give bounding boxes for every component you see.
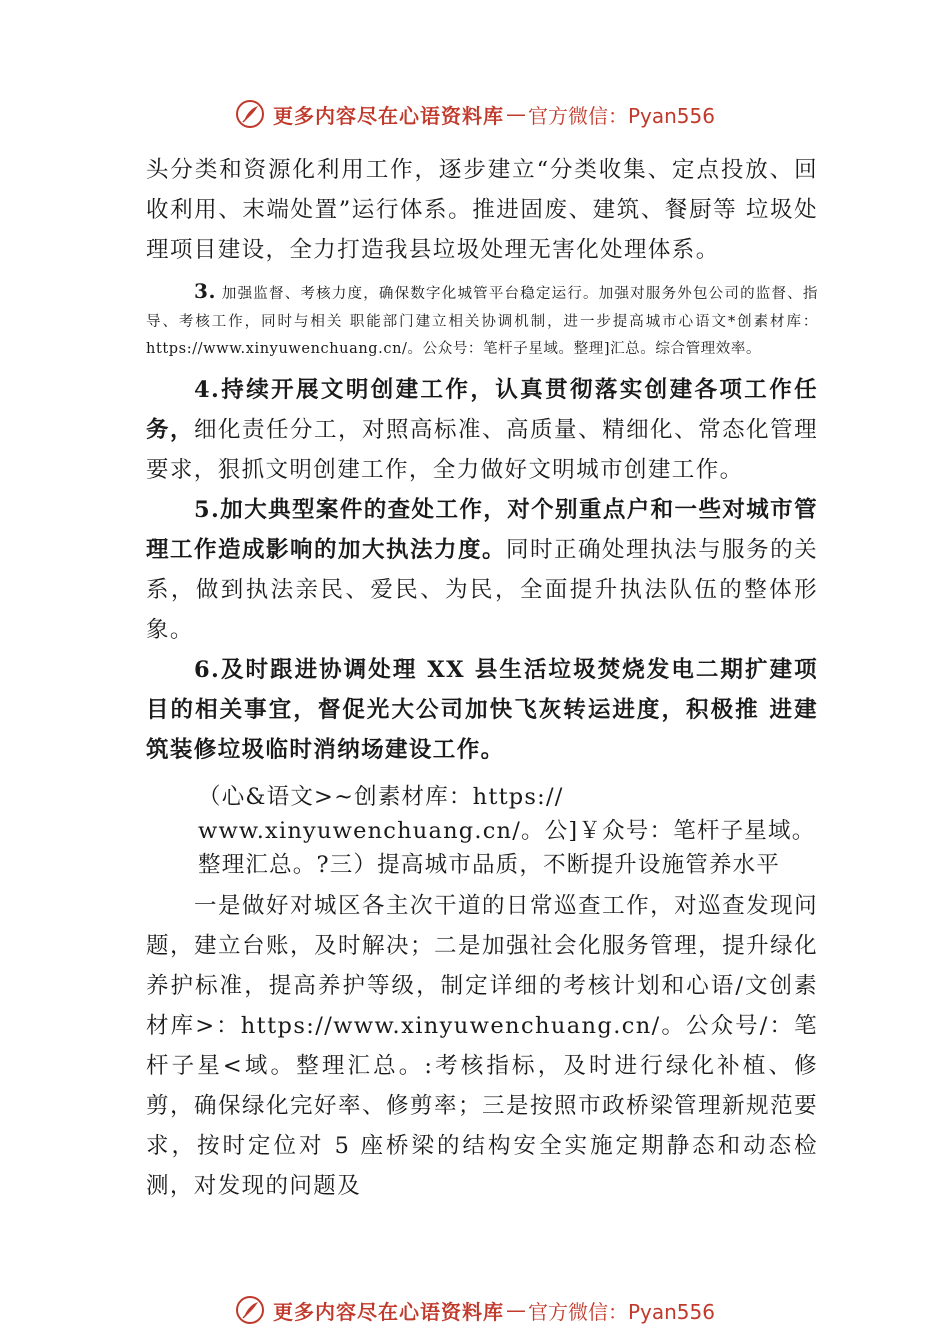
quill-logo-icon: [235, 99, 265, 129]
paragraph-2-text: 加强监督、考核力度，确保数字化城管平台稳定运行。加强对服务外包公司的监督、指导、考核工作，同时与相关 职能部门建立相关协调机制，进一步提高城市心语文*创素材库：https://www.xinyuwenchuang.cn/。公众号：笔杆子星域。整理]汇总。综合管理效率。: [146, 286, 818, 357]
document-body: [146, 150, 818, 1206]
paragraph-4-heading: 5.加大典型案件的查处工作，对个别重点户和一些对城市管理工作造成影响的加大执法力度。: [146, 496, 818, 563]
footer-banner-title: 更多内容尽在心语资料库: [272, 1299, 504, 1324]
paragraph-3: [146, 370, 818, 490]
banner-separator: —: [505, 102, 526, 126]
paragraph-7: 一是做好对城区各主次干道的日常巡查工作，对巡查发现问题，建立台账，及时解决；二是加强社会化服务管理，提升绿化养护标准，提高养护等级，制定详细的考核计划和心语/文创素材库>：https://www.xinyuwenchuang.cn/。公众号/：笔杆子星<域。整理汇总。:考核指标，及时进行绿化补植、修剪，确保绿化完好率、修剪率；三是按照市政桥梁管理新规范要求，按时定位对 5 座桥梁的结构安全实施定期静态和动态检测，对发现的问题及: [146, 892, 818, 1199]
paragraph-2-number: 3.: [194, 279, 217, 303]
paragraph-4: [146, 490, 818, 650]
banner-title: 更多内容尽在心语资料库: [272, 103, 504, 128]
source-note: [198, 780, 818, 882]
footer-banner-separator: —: [505, 1298, 526, 1322]
source-note-line-2: www.xinyuwenchuang.cn/。公]￥众号：笔杆子星域。整理汇总。?三）提高城市品质，不断提升设施管养水平: [198, 817, 816, 878]
footer-banner: [0, 1290, 950, 1330]
paragraph-3-text: 细化责任分工，对照高标准、高质量、精细化、常态化管理要求，狠抓文明创建工作，全力做好文明城市创建工作。: [146, 416, 818, 483]
source-note-line-1: （心&语文>~创素材库：https://: [198, 783, 564, 810]
header-banner: [0, 94, 950, 134]
footer-banner-wechat: 官方微信：Pyan556: [527, 1299, 715, 1324]
paragraph-5: 6.及时跟进协调处理 XX 县生活垃圾焚烧发电二期扩建项目的相关事宜，督促光大公司加快飞灰转运进度，积极推 进建筑装修垃圾临时消纳场建设工作。: [146, 656, 818, 763]
paragraph-1: 头分类和资源化利用工作，逐步建立“分类收集、定点投放、回收利用、末端处置”运行体系。推进固废、建筑、餐厨等 垃圾处理项目建设，全力打造我县垃圾处理无害化处理体系。: [146, 157, 818, 263]
quill-logo-icon: [235, 1295, 265, 1325]
paragraph-4-text: 同时正确处理执法与服务的关系，做到执法亲民、爱民、为民，全面提升执法队伍的整体形象。: [146, 536, 818, 643]
paragraph-3-heading: 4.持续开展文明创建工作，认真贯彻落实创建各项工作任务，: [146, 376, 818, 443]
banner-wechat: 官方微信：Pyan556: [527, 103, 715, 128]
paragraph-2: [146, 278, 818, 364]
